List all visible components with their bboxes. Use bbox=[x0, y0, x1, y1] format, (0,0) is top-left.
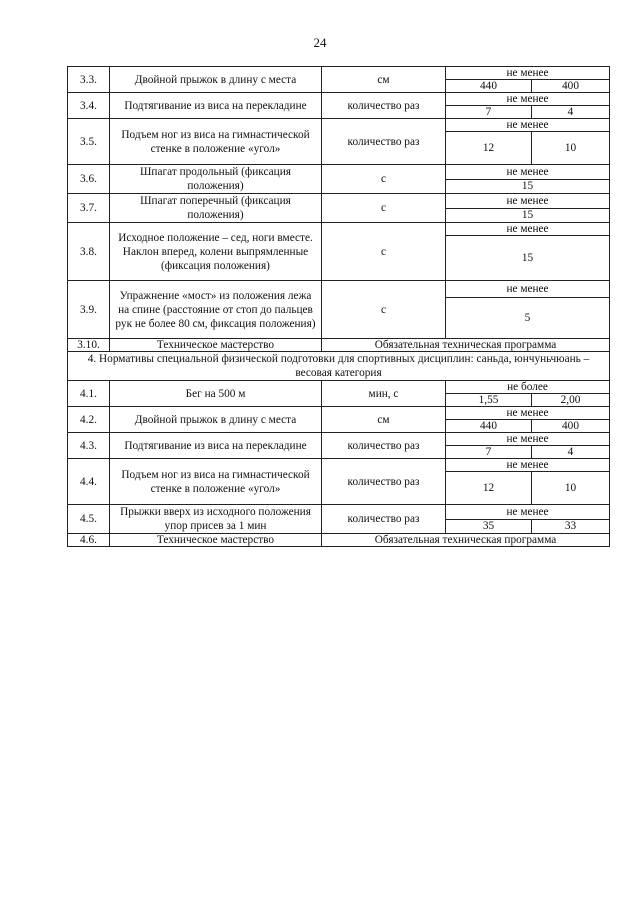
unit: мин, с bbox=[322, 381, 446, 407]
unit: с bbox=[322, 194, 446, 223]
row-number: 3.8. bbox=[68, 223, 110, 281]
program: Обязательная техническая программа bbox=[322, 339, 610, 352]
value-2: 10 bbox=[532, 132, 610, 165]
value-1: 12 bbox=[446, 472, 532, 505]
value-2: 400 bbox=[532, 80, 610, 93]
unit: количество раз bbox=[322, 433, 446, 459]
value-2: 2,00 bbox=[532, 394, 610, 407]
table-row bbox=[68, 459, 610, 472]
norms-table bbox=[67, 66, 610, 547]
row-number: 4.5. bbox=[68, 505, 110, 534]
exercise-name: Подъем ног из виса на гимнастической стенке в положение «угол» bbox=[110, 119, 322, 165]
value-1: 1,55 bbox=[446, 394, 532, 407]
value-2: 4 bbox=[532, 446, 610, 459]
table-row bbox=[68, 281, 610, 298]
exercise-name: Прыжки вверх из исходного положения упор присев за 1 мин bbox=[110, 505, 322, 534]
unit: с bbox=[322, 165, 446, 194]
table-row bbox=[68, 381, 610, 394]
qualifier: не менее bbox=[446, 459, 610, 472]
table-row bbox=[68, 433, 610, 446]
value-2: 33 bbox=[532, 519, 610, 534]
table-row bbox=[68, 223, 610, 236]
qualifier: не менее bbox=[446, 505, 610, 520]
section-header bbox=[68, 352, 610, 381]
row-number: 3.7. bbox=[68, 194, 110, 223]
exercise-name: Шпагат продольный (фиксация положения) bbox=[110, 165, 322, 194]
qualifier: не менее bbox=[446, 407, 610, 420]
value-1: 12 bbox=[446, 132, 532, 165]
value-2: 4 bbox=[532, 106, 610, 119]
row-number: 3.5. bbox=[68, 119, 110, 165]
exercise-name: Исходное положение – сед, ноги вместе. Наклон вперед, колени выпрямленные (фиксация положения) bbox=[110, 223, 322, 281]
unit: с bbox=[322, 223, 446, 281]
value-2: 10 bbox=[532, 472, 610, 505]
exercise-name: Техническое мастерство bbox=[110, 339, 322, 352]
value-1: 7 bbox=[446, 106, 532, 119]
section-title: 4. Нормативы специальной физической подготовки для спортивных дисциплин: саньда, юнчуньчюань – весовая категория bbox=[68, 352, 610, 381]
exercise-name: Двойной прыжок в длину с места bbox=[110, 67, 322, 93]
row-number: 4.4. bbox=[68, 459, 110, 505]
page-number: 24 bbox=[313, 35, 327, 50]
unit: количество раз bbox=[322, 93, 446, 119]
table-row bbox=[68, 165, 610, 180]
value: 15 bbox=[446, 236, 610, 281]
value-1: 440 bbox=[446, 80, 532, 93]
qualifier: не менее bbox=[446, 223, 610, 236]
unit: количество раз bbox=[322, 119, 446, 165]
exercise-name: Подъем ног из виса на гимнастической стенке в положение «угол» bbox=[110, 459, 322, 505]
qualifier: не менее bbox=[446, 281, 610, 298]
table-row bbox=[68, 93, 610, 106]
exercise-name: Двойной прыжок в длину с места bbox=[110, 407, 322, 433]
value-1: 440 bbox=[446, 420, 532, 433]
unit: количество раз bbox=[322, 505, 446, 534]
unit: количество раз bbox=[322, 459, 446, 505]
qualifier: не менее bbox=[446, 194, 610, 209]
row-number: 4.3. bbox=[68, 433, 110, 459]
table-row bbox=[68, 407, 610, 420]
exercise-name: Шпагат поперечный (фиксация положения) bbox=[110, 194, 322, 223]
exercise-name: Подтягивание из виса на перекладине bbox=[110, 433, 322, 459]
qualifier: не менее bbox=[446, 119, 610, 132]
value-1: 7 bbox=[446, 446, 532, 459]
value-1: 35 bbox=[446, 519, 532, 534]
table-row bbox=[68, 67, 610, 80]
value-2: 400 bbox=[532, 420, 610, 433]
qualifier: не менее bbox=[446, 93, 610, 106]
exercise-name: Упражнение «мост» из положения лежа на спине (расстояние от стоп до пальцев рук не более 80 см, фиксация положения) bbox=[110, 281, 322, 339]
qualifier: не более bbox=[446, 381, 610, 394]
unit: с bbox=[322, 281, 446, 339]
value: 5 bbox=[446, 298, 610, 339]
unit: см bbox=[322, 67, 446, 93]
table-row bbox=[68, 339, 610, 352]
row-number: 3.6. bbox=[68, 165, 110, 194]
value: 15 bbox=[446, 208, 610, 223]
row-number: 4.6. bbox=[68, 534, 110, 547]
row-number: 3.3. bbox=[68, 67, 110, 93]
program: Обязательная техническая программа bbox=[322, 534, 610, 547]
row-number: 4.1. bbox=[68, 381, 110, 407]
exercise-name: Техническое мастерство bbox=[110, 534, 322, 547]
row-number: 3.9. bbox=[68, 281, 110, 339]
row-number: 3.4. bbox=[68, 93, 110, 119]
table-row bbox=[68, 505, 610, 520]
table-row bbox=[68, 194, 610, 209]
row-number: 4.2. bbox=[68, 407, 110, 433]
qualifier: не менее bbox=[446, 165, 610, 180]
value: 15 bbox=[446, 179, 610, 194]
table-row bbox=[68, 534, 610, 547]
qualifier: не менее bbox=[446, 67, 610, 80]
exercise-name: Подтягивание из виса на перекладине bbox=[110, 93, 322, 119]
row-number: 3.10. bbox=[68, 339, 110, 352]
qualifier: не менее bbox=[446, 433, 610, 446]
table-row bbox=[68, 119, 610, 132]
exercise-name: Бег на 500 м bbox=[110, 381, 322, 407]
unit: см bbox=[322, 407, 446, 433]
